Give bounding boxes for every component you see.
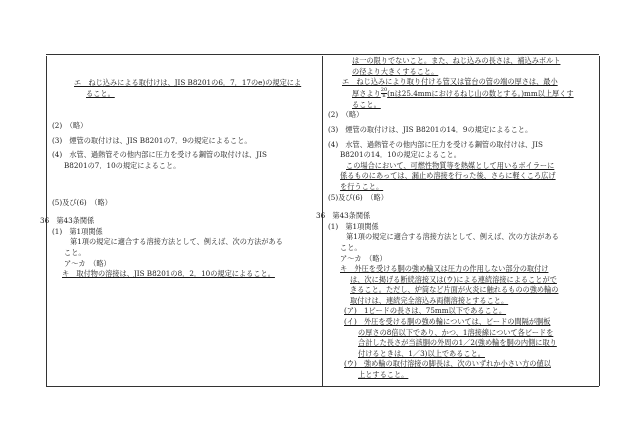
right-item-2: (2) （略） bbox=[328, 110, 364, 120]
right-item-e-line1: エ ねじ込みにより取り付ける管又は管台の管の端の厚さは、最小 bbox=[342, 77, 558, 87]
right-item-1-body2: こと。 bbox=[340, 242, 362, 252]
right-item-e-line2 bbox=[328, 88, 596, 100]
right-section-36: 36 第43条関係 bbox=[316, 211, 371, 221]
left-item-5-6: (5)及び(6) （略） bbox=[52, 197, 112, 207]
right-item-4-line1: (4) 水管、過熱管その他内部に圧力を受ける鋼管の取付けは、JIS bbox=[328, 139, 543, 149]
right-item-5-6: (5)及び(6) （略） bbox=[328, 192, 388, 202]
left-item-ki: キ 取付物の溶接は、JIS B8201の8．2．10の規定によること。 bbox=[62, 269, 275, 279]
left-item-3: (3) 煙管の取付けは、JIS B8201の7．9の規定によること。 bbox=[52, 135, 252, 145]
left-item-1: (1) 第1項関係 bbox=[52, 226, 103, 236]
left-item-1-body1: 第1項の規定に適合する溶接方法として、例えば、次の方法がある bbox=[70, 237, 283, 247]
left-item-4-line1: (4) 水管、過熱管その他内部に圧力を受ける鋼管の取付けは、JIS bbox=[52, 150, 267, 160]
right-item-3: (3) 煙管の取付けは、JIS B8201の14．9の規定によること。 bbox=[328, 124, 533, 134]
table-top-rule bbox=[46, 54, 599, 55]
fraction-denominator: n bbox=[382, 93, 386, 100]
left-item-e-line2: ること。 bbox=[86, 88, 115, 98]
left-item-a-ka: ア～カ （略） bbox=[64, 258, 111, 268]
right-sub-u-line2: 上とすること。 bbox=[358, 370, 409, 380]
left-item-2: (2) （略） bbox=[52, 121, 88, 131]
right-item-ki-line4: 取付けは、連続完全溶込み両側溶接とすること。 bbox=[350, 295, 509, 305]
right-item-e-line2-a: 厚さより bbox=[352, 88, 381, 98]
left-section-36: 36 第43条関係 bbox=[40, 216, 95, 226]
right-item-ki-line2: は、次に掲げる断続溶接又は(ウ)による連続溶接によることがで bbox=[350, 274, 557, 284]
right-sub-i-line2: の厚さの8倍以下であり、かつ、1溶接線について各ビードを bbox=[358, 327, 554, 337]
right-sub-i-line3: 合計した長さが当該胴の外周の1／2(強め輪を胴の内側に取り bbox=[358, 338, 557, 348]
right-column bbox=[316, 56, 596, 381]
right-item-4-line5: を行うこと。 bbox=[340, 181, 384, 191]
right-item-1: (1) 第1項関係 bbox=[328, 221, 379, 231]
right-sub-a: (ア) 1ビードの長さは、75mm以下であること。 bbox=[344, 306, 507, 316]
right-item-a-ka: ア～カ （略） bbox=[340, 253, 387, 263]
table-right-rule bbox=[599, 56, 600, 386]
right-top-line2: の径より大きくすること。 bbox=[352, 66, 439, 76]
right-item-4-line4: 係るものにあっては、漏止め溶接を行った後、さらに軽くころ広げ bbox=[340, 171, 556, 181]
right-item-1-body1: 第1項の規定に適合する溶接方法として、例えば、次の方法がある bbox=[346, 232, 559, 242]
fraction-numerator: 20 bbox=[380, 86, 388, 93]
left-item-1-body2: こと。 bbox=[64, 247, 86, 257]
right-item-4-line3: この場合において、可燃性物質等を熱媒として用いるボイラーに bbox=[346, 160, 555, 170]
left-item-e-line1: エ ねじ込みによる取付けは、JIS B8201の6．7．17のe)の規定によ bbox=[74, 78, 302, 87]
left-column bbox=[40, 56, 318, 280]
right-sub-i-line4: 付けるときは、1／3)以上であること。 bbox=[358, 348, 485, 358]
right-item-e-line3: ること。 bbox=[352, 99, 381, 109]
right-sub-i-line1: (イ) 外圧を受ける胴の強め輪については、ビードの間隔が胴板 bbox=[344, 317, 551, 327]
right-item-ki-line1: キ 外圧を受ける胴の強め輪又は圧力の作用しない部分の取付け bbox=[340, 264, 549, 274]
right-item-ki-line3: きること。ただし、炉筒など片面が火炎に触れるものの強め輪の bbox=[350, 285, 559, 295]
right-sub-u-line1: (ウ) 強め輪の取付溶接の脚長は、次のいずれか小さい方の値以 bbox=[344, 359, 551, 369]
left-item-4-line2: B8201の7．10の規定によること。 bbox=[64, 160, 181, 170]
table-bottom-rule bbox=[46, 386, 599, 387]
right-item-e-line2-b: (nは25.4mmにおけるねじ山の数とする。)mm以上厚くす bbox=[387, 88, 574, 98]
right-item-4-line2: B8201の14．10の規定によること。 bbox=[340, 150, 461, 160]
right-top-line1: は一の限りでないこと。また、ねじ込みの長さは、補込みボルト bbox=[352, 56, 561, 65]
